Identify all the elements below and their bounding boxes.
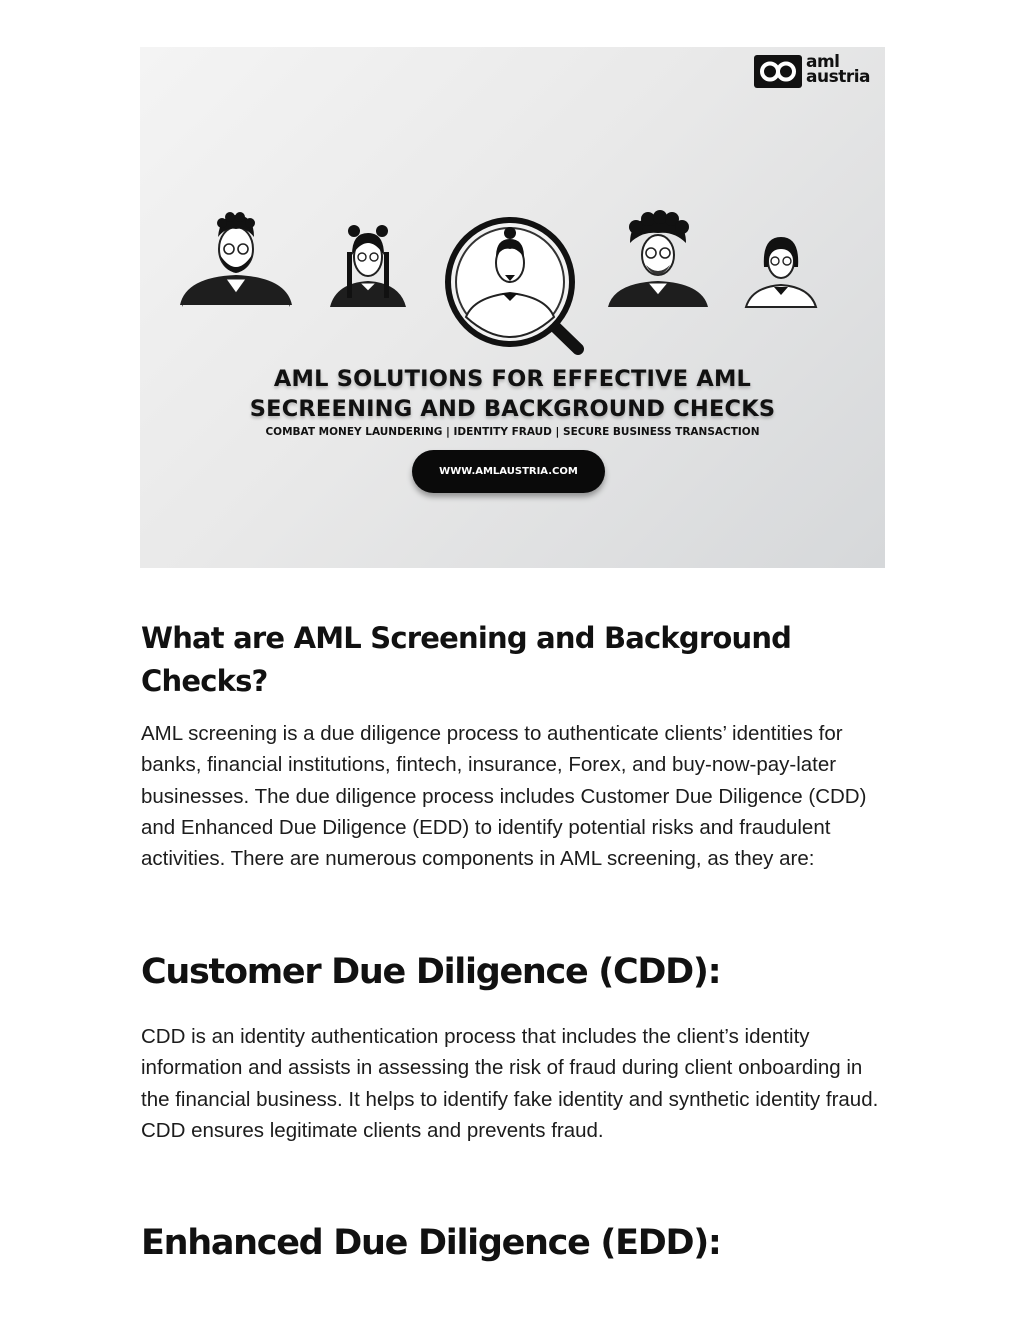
brand-logo [754, 52, 876, 91]
person-avatar-icon [180, 212, 292, 307]
banner-subtitle: COMBAT MONEY LAUNDERING | IDENTITY FRAUD | SECURE BUSINESS TRANSACTION [265, 426, 760, 438]
infinity-logo-icon [754, 55, 802, 88]
banner-title-line-1: AML SOLUTIONS FOR EFFECTIVE AML [273, 366, 752, 392]
magnifier-icon [448, 220, 578, 349]
logo-line-2: austria [806, 67, 871, 87]
logo-wordmark [806, 52, 871, 87]
section-heading-aml-screening: What are AML Screening and Background Checks? [141, 621, 792, 698]
section-heading-cdd: Customer Due Diligence (CDD): [141, 952, 721, 992]
section-paragraph-cdd: CDD is an identity authentication process that includes the client’s identity information and assists in assessing the risk of fraud during client onboarding in the financial business. It helps to identify fake identity and synthetic identity fraud. CDD ensures legitimate clients and prevents fraud. [141, 1025, 879, 1142]
people-illustration [140, 197, 885, 387]
banner-title-line-2: SECREENING AND BACKGROUND CHECKS [249, 396, 776, 422]
person-avatar-icon [608, 210, 708, 307]
website-button[interactable]: WWW.AMLAUSTRIA.COM [412, 450, 605, 493]
person-avatar-icon [746, 237, 816, 307]
section-heading-edd: Enhanced Due Diligence (EDD): [141, 1223, 721, 1263]
section-paragraph-aml-screening: AML screening is a due diligence process to authenticate clients’ identities for banks, financial institutions, fintech, insurance, Forex, and buy-now-pay-later businesses. The due diligence process includes Customer Due Diligence (CDD) and Enhanced Due Diligence (EDD) to identify potential risks and fraudulent activities. There are numerous components in AML screening, as they are: [141, 722, 867, 871]
person-avatar-icon [330, 225, 406, 307]
hero-banner [140, 47, 885, 568]
logo-line-1: aml [806, 52, 840, 72]
banner-title [140, 364, 885, 424]
